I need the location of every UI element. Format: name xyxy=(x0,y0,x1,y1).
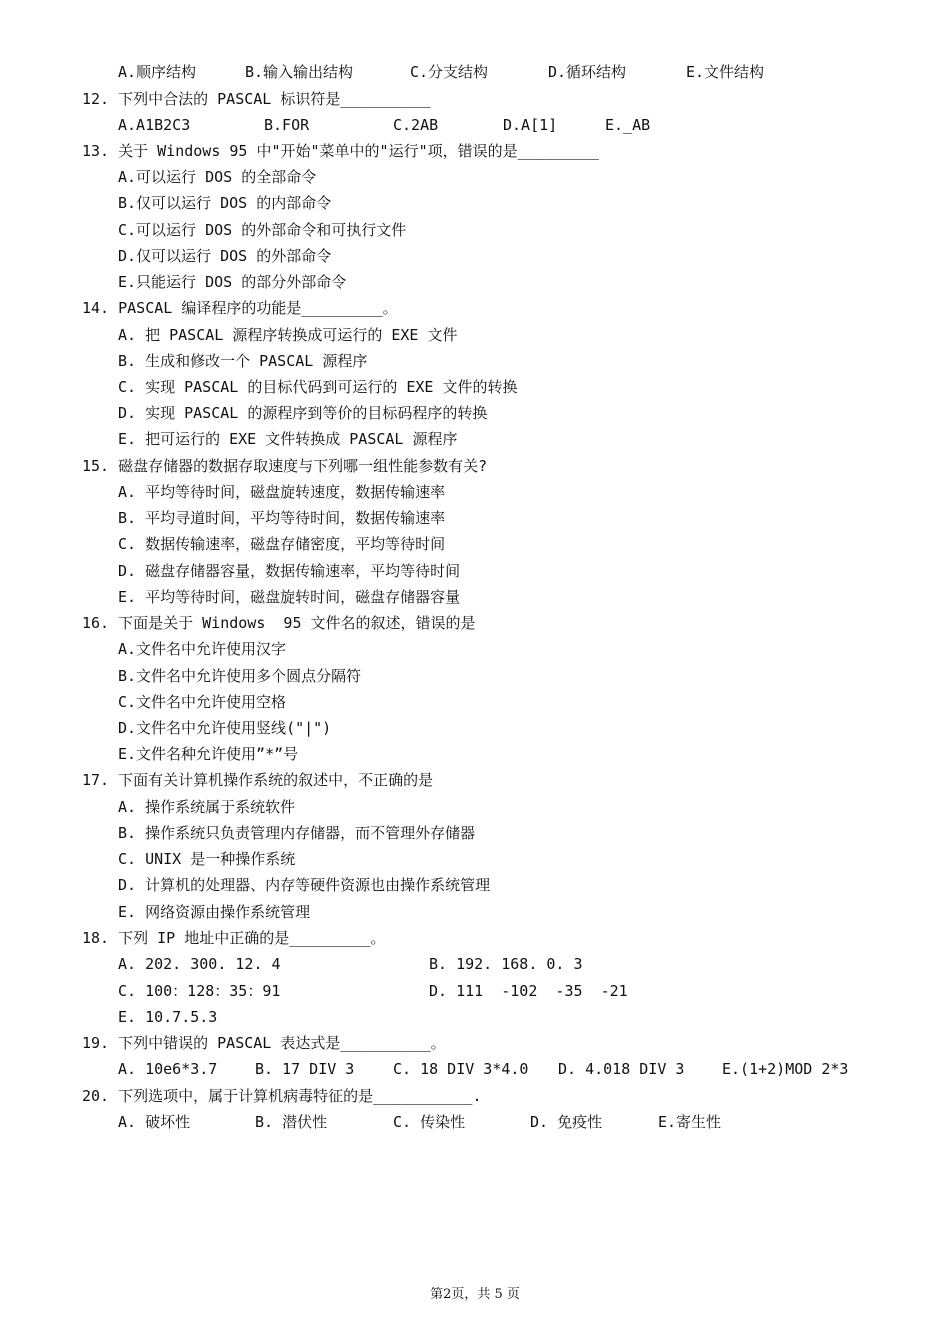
q19-option-b: B. 17 DIV 3 xyxy=(255,1060,355,1078)
q17-option-c: C. UNIX 是一种操作系统 xyxy=(118,850,296,868)
q20-option-d: D. 免疫性 xyxy=(530,1113,603,1131)
q14-option-d: D. 实现 PASCAL 的源程序到等价的目标码程序的转换 xyxy=(118,404,488,422)
q11-option-a: A.顺序结构 xyxy=(118,63,197,81)
q18-option-a: A. 202. 300. 12. 4 xyxy=(118,955,281,973)
q16-option-e: E.文件名种允许使用”*”号 xyxy=(118,745,299,763)
q16-option-c: C.文件名中允许使用空格 xyxy=(118,693,287,711)
q16-stem: 16. 下面是关于 Windows 95 文件名的叙述，错误的是 xyxy=(82,614,476,632)
q14-option-c: C. 实现 PASCAL 的目标代码到可运行的 EXE 文件的转换 xyxy=(118,378,518,396)
q13-option-a: A.可以运行 DOS 的全部命令 xyxy=(118,168,317,186)
q12-option-b: B.FOR xyxy=(264,116,310,134)
q11-option-b: B.输入输出结构 xyxy=(245,63,354,81)
q18-option-c: C. 100：128：35：91 xyxy=(118,982,281,1000)
q19-option-a: A. 10e6*3.7 xyxy=(118,1060,218,1078)
q18-options-row-2 xyxy=(118,978,628,1004)
q20-option-a: A. 破坏性 xyxy=(118,1113,191,1131)
q16-option-a: A.文件名中允许使用汉字 xyxy=(118,640,287,658)
q12-option-d: D.A[1] xyxy=(503,116,558,134)
q11-option-d: D.循环结构 xyxy=(548,63,627,81)
q16-option-b: B.文件名中允许使用多个圆点分隔符 xyxy=(118,667,362,685)
q15-option-e: E. 平均等待时间，磁盘旋转时间，磁盘存储器容量 xyxy=(118,588,461,606)
q20-options-row xyxy=(118,1109,722,1135)
q12-options-row xyxy=(118,112,651,138)
q19-option-d: D. 4.018 DIV 3 xyxy=(558,1060,685,1078)
q15-stem: 15. 磁盘存储器的数据存取速度与下列哪一组性能参数有关? xyxy=(82,457,488,475)
q12-option-c: C.2AB xyxy=(393,116,439,134)
q20-stem: 20. 下列选项中，属于计算机病毒特征的是___________. xyxy=(82,1087,482,1105)
q13-stem: 13. 关于 Windows 95 中"开始"菜单中的"运行"项，错误的是_________ xyxy=(82,142,599,160)
q19-options-row xyxy=(118,1056,849,1082)
q13-option-e: E.只能运行 DOS 的部分外部命令 xyxy=(118,273,347,291)
q14-option-a: A. 把 PASCAL 源程序转换成可运行的 EXE 文件 xyxy=(118,326,458,344)
q18-options-row-1 xyxy=(118,951,583,977)
q19-stem: 19. 下列中错误的 PASCAL 表达式是__________。 xyxy=(82,1034,446,1052)
q12-stem: 12. 下列中合法的 PASCAL 标识符是__________ xyxy=(82,90,431,108)
q18-option-b: B. 192. 168. 0. 3 xyxy=(429,955,583,973)
q19-option-e: E.(1+2)MOD 2*3 xyxy=(722,1060,849,1078)
q12-option-a: A.A1B2C3 xyxy=(118,116,191,134)
q15-option-d: D. 磁盘存储器容量，数据传输速率，平均等待时间 xyxy=(118,562,461,580)
q19-option-c: C. 18 DIV 3*4.0 xyxy=(393,1060,529,1078)
q20-option-c: C. 传染性 xyxy=(393,1113,466,1131)
q14-stem: 14. PASCAL 编译程序的功能是_________。 xyxy=(82,299,398,317)
q12-option-e: E._AB xyxy=(605,116,651,134)
q11-options-row xyxy=(118,59,765,85)
q17-option-b: B. 操作系统只负责管理内存储器，而不管理外存储器 xyxy=(118,824,476,842)
q17-option-a: A. 操作系统属于系统软件 xyxy=(118,798,296,816)
q11-option-c: C.分支结构 xyxy=(410,63,489,81)
q18-option-d: D. 111 -102 -35 -21 xyxy=(429,982,628,1000)
q14-option-b: B. 生成和修改一个 PASCAL 源程序 xyxy=(118,352,368,370)
q14-option-e: E. 把可运行的 EXE 文件转换成 PASCAL 源程序 xyxy=(118,430,458,448)
q20-option-e: E.寄生性 xyxy=(658,1113,722,1131)
q11-option-e: E.文件结构 xyxy=(686,63,765,81)
q18-option-e: E. 10.7.5.3 xyxy=(118,1008,218,1026)
q17-option-e: E. 网络资源由操作系统管理 xyxy=(118,903,311,921)
q13-option-c: C.可以运行 DOS 的外部命令和可执行文件 xyxy=(118,221,407,239)
q15-option-c: C. 数据传输速率，磁盘存储密度，平均等待时间 xyxy=(118,535,446,553)
page-footer: 第2页，共 5 页 xyxy=(430,1287,520,1302)
q17-option-d: D. 计算机的处理器、内存等硬件资源也由操作系统管理 xyxy=(118,876,491,894)
q13-option-d: D.仅可以运行 DOS 的外部命令 xyxy=(118,247,332,265)
q13-option-b: B.仅可以运行 DOS 的内部命令 xyxy=(118,194,332,212)
q18-stem: 18. 下列 IP 地址中正确的是_________。 xyxy=(82,929,386,947)
q16-option-d: D.文件名中允许使用竖线("|") xyxy=(118,719,332,737)
q15-option-a: A. 平均等待时间，磁盘旋转速度，数据传输速率 xyxy=(118,483,446,501)
q17-stem: 17. 下面有关计算机操作系统的叙述中，不正确的是 xyxy=(82,771,434,789)
q15-option-b: B. 平均寻道时间，平均等待时间，数据传输速率 xyxy=(118,509,446,527)
q20-option-b: B. 潜伏性 xyxy=(255,1113,328,1131)
